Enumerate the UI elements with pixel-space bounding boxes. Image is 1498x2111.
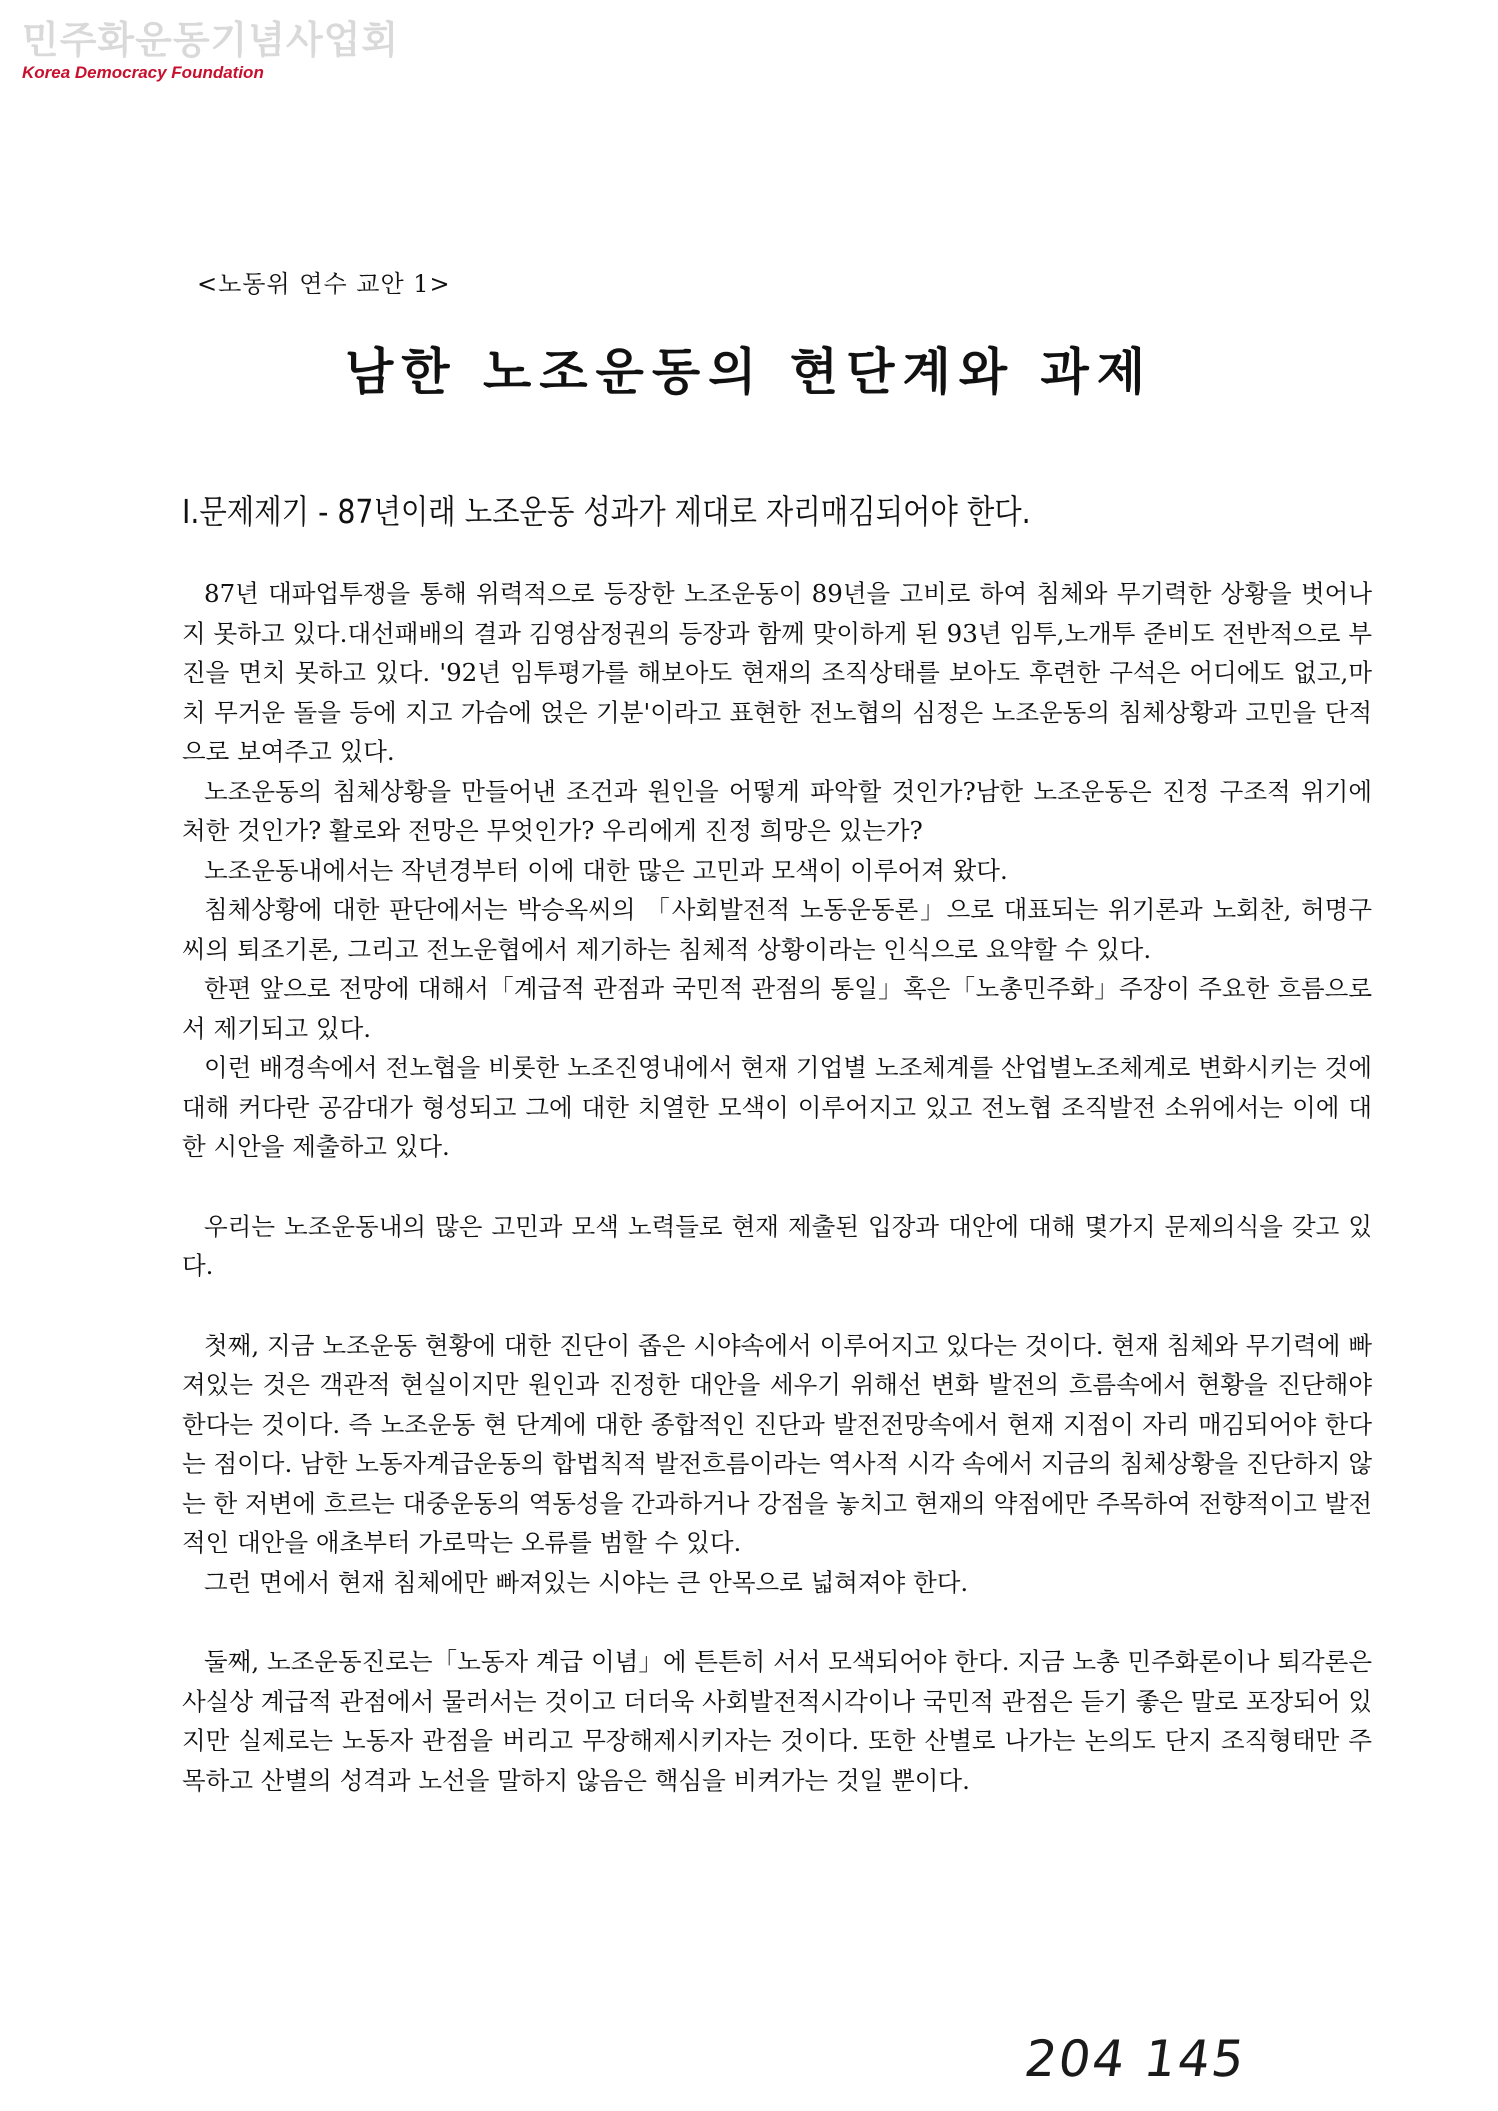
paragraph: 우리는 노조운동내의 많은 고민과 모색 노력들로 현재 제출된 입장과 대안에 대해 몇가지 문제의식을 갖고 있다. [182, 1211, 1372, 1280]
page-title: 남한 노조운동의 현단계와 과제 [344, 342, 1154, 401]
watermark-logo [22, 18, 399, 84]
paragraph: 침체상황에 대한 판단에서는 박승옥씨의 「사회발전적 노동운동론」으로 대표되는 위기론과 노회찬, 허명구씨의 퇴조기론, 그리고 전노운협에서 제기하는 침체적 상황이라는 인식으로 요약할 수 있다. [182, 895, 1372, 964]
paragraph: 그런 면에서 현재 침체에만 빠져있는 시야는 큰 안목으로 넓혀져야 한다. [204, 1567, 969, 1597]
paragraph: 첫째, 지금 노조운동 현황에 대한 진단이 좁은 시야속에서 이루어지고 있다는 것이다. 현재 침체와 무기력에 빠져있는 것은 객관적 현실이지만 원인과 진정한 대안을 세우기 위해선 변화 발전의 흐름속에서 현황을 진단해야 한다는 것이다. 즉 노조운동 현 단계에 대한 종합적인 진단과 발전전망속에서 현재 지점이 자리 매김되어야 한다는 점이다. 남한 노동자계급운동의 합법칙적 발전흐름이라는 역사적 시각 속에서 지금의 침체상황을 진단하지 않는 한 저변에 흐르는 대중운동의 역동성을 간과하거나 강점을 놓치고 현재의 약점에만 주목하여 전향적이고 발전적인 대안을 애초부터 가로막는 오류를 범할 수 있다. [182, 1330, 1372, 1557]
paragraph: 이런 배경속에서 전노협을 비롯한 노조진영내에서 현재 기업별 노조체계를 산업별노조체계로 변화시키는 것에 대해 커다란 공감대가 형성되고 그에 대한 치열한 모색이 이루어지고 있고 전노협 조직발전 소위에서는 이에 대한 시안을 제출하고 있다. [182, 1053, 1372, 1161]
watermark-english: Korea Democracy Foundation [22, 63, 264, 82]
watermark-korean: 민주화운동기념사업회 [22, 18, 400, 62]
handwritten-note: 204 145 [1020, 2030, 1250, 2088]
paragraph: 노조운동의 침체상황을 만들어낸 조건과 원인을 어떻게 파악할 것인가?남한 노조운동은 진정 구조적 위기에 처한 것인가? 활로와 전망은 무엇인가? 우리에게 진정 희망은 있는가? [182, 776, 1372, 845]
document-body [182, 574, 1372, 1800]
paragraph: 87년 대파업투쟁을 통해 위력적으로 등장한 노조운동이 89년을 고비로 하여 침체와 무기력한 상황을 벗어나지 못하고 있다.대선패배의 결과 김영삼정권의 등장과 함께 맞이하게 된 93년 임투,노개투 준비도 전반적으로 부진을 면치 못하고 있다. '92년 임투평가를 해보아도 현재의 조직상태를 보아도 후련한 구석은 어디에도 없고,마치 무거운 돌을 등에 지고 가슴에 얹은 기분'이라고 표현한 전노협의 심정은 노조운동의 침체상황과 고민을 단적으로 보여주고 있다. [182, 579, 1372, 766]
paragraph: 한편 앞으로 전망에 대해서「계급적 관점과 국민적 관점의 통일」혹은「노총민주화」주장이 주요한 흐름으로서 제기되고 있다. [182, 974, 1372, 1043]
paragraph: 노조운동내에서는 작년경부터 이에 대한 많은 고민과 모색이 이루어져 왔다. [204, 855, 1008, 885]
paragraph: 둘째, 노조운동진로는「노동자 계급 이념」에 튼튼히 서서 모색되어야 한다. 지금 노총 민주화론이나 퇴각론은 사실상 계급적 관점에서 물러서는 것이고 더더욱 사회발전적시각이나 국민적 관점은 듣기 좋은 말로 포장되어 있지만 실제로는 노동자 관점을 버리고 무장해제시키자는 것이다. 또한 산별로 나가는 논의도 단지 조직형태만 주목하고 산별의 성격과 노선을 말하지 않음은 핵심을 비켜가는 것일 뿐이다. [182, 1647, 1372, 1795]
document-subtitle: <노동위 연수 교안 1> [197, 270, 451, 298]
section-heading: Ⅰ.문제제기 - 87년이래 노조운동 성과가 제대로 자리매김되어야 한다. [182, 492, 1031, 531]
